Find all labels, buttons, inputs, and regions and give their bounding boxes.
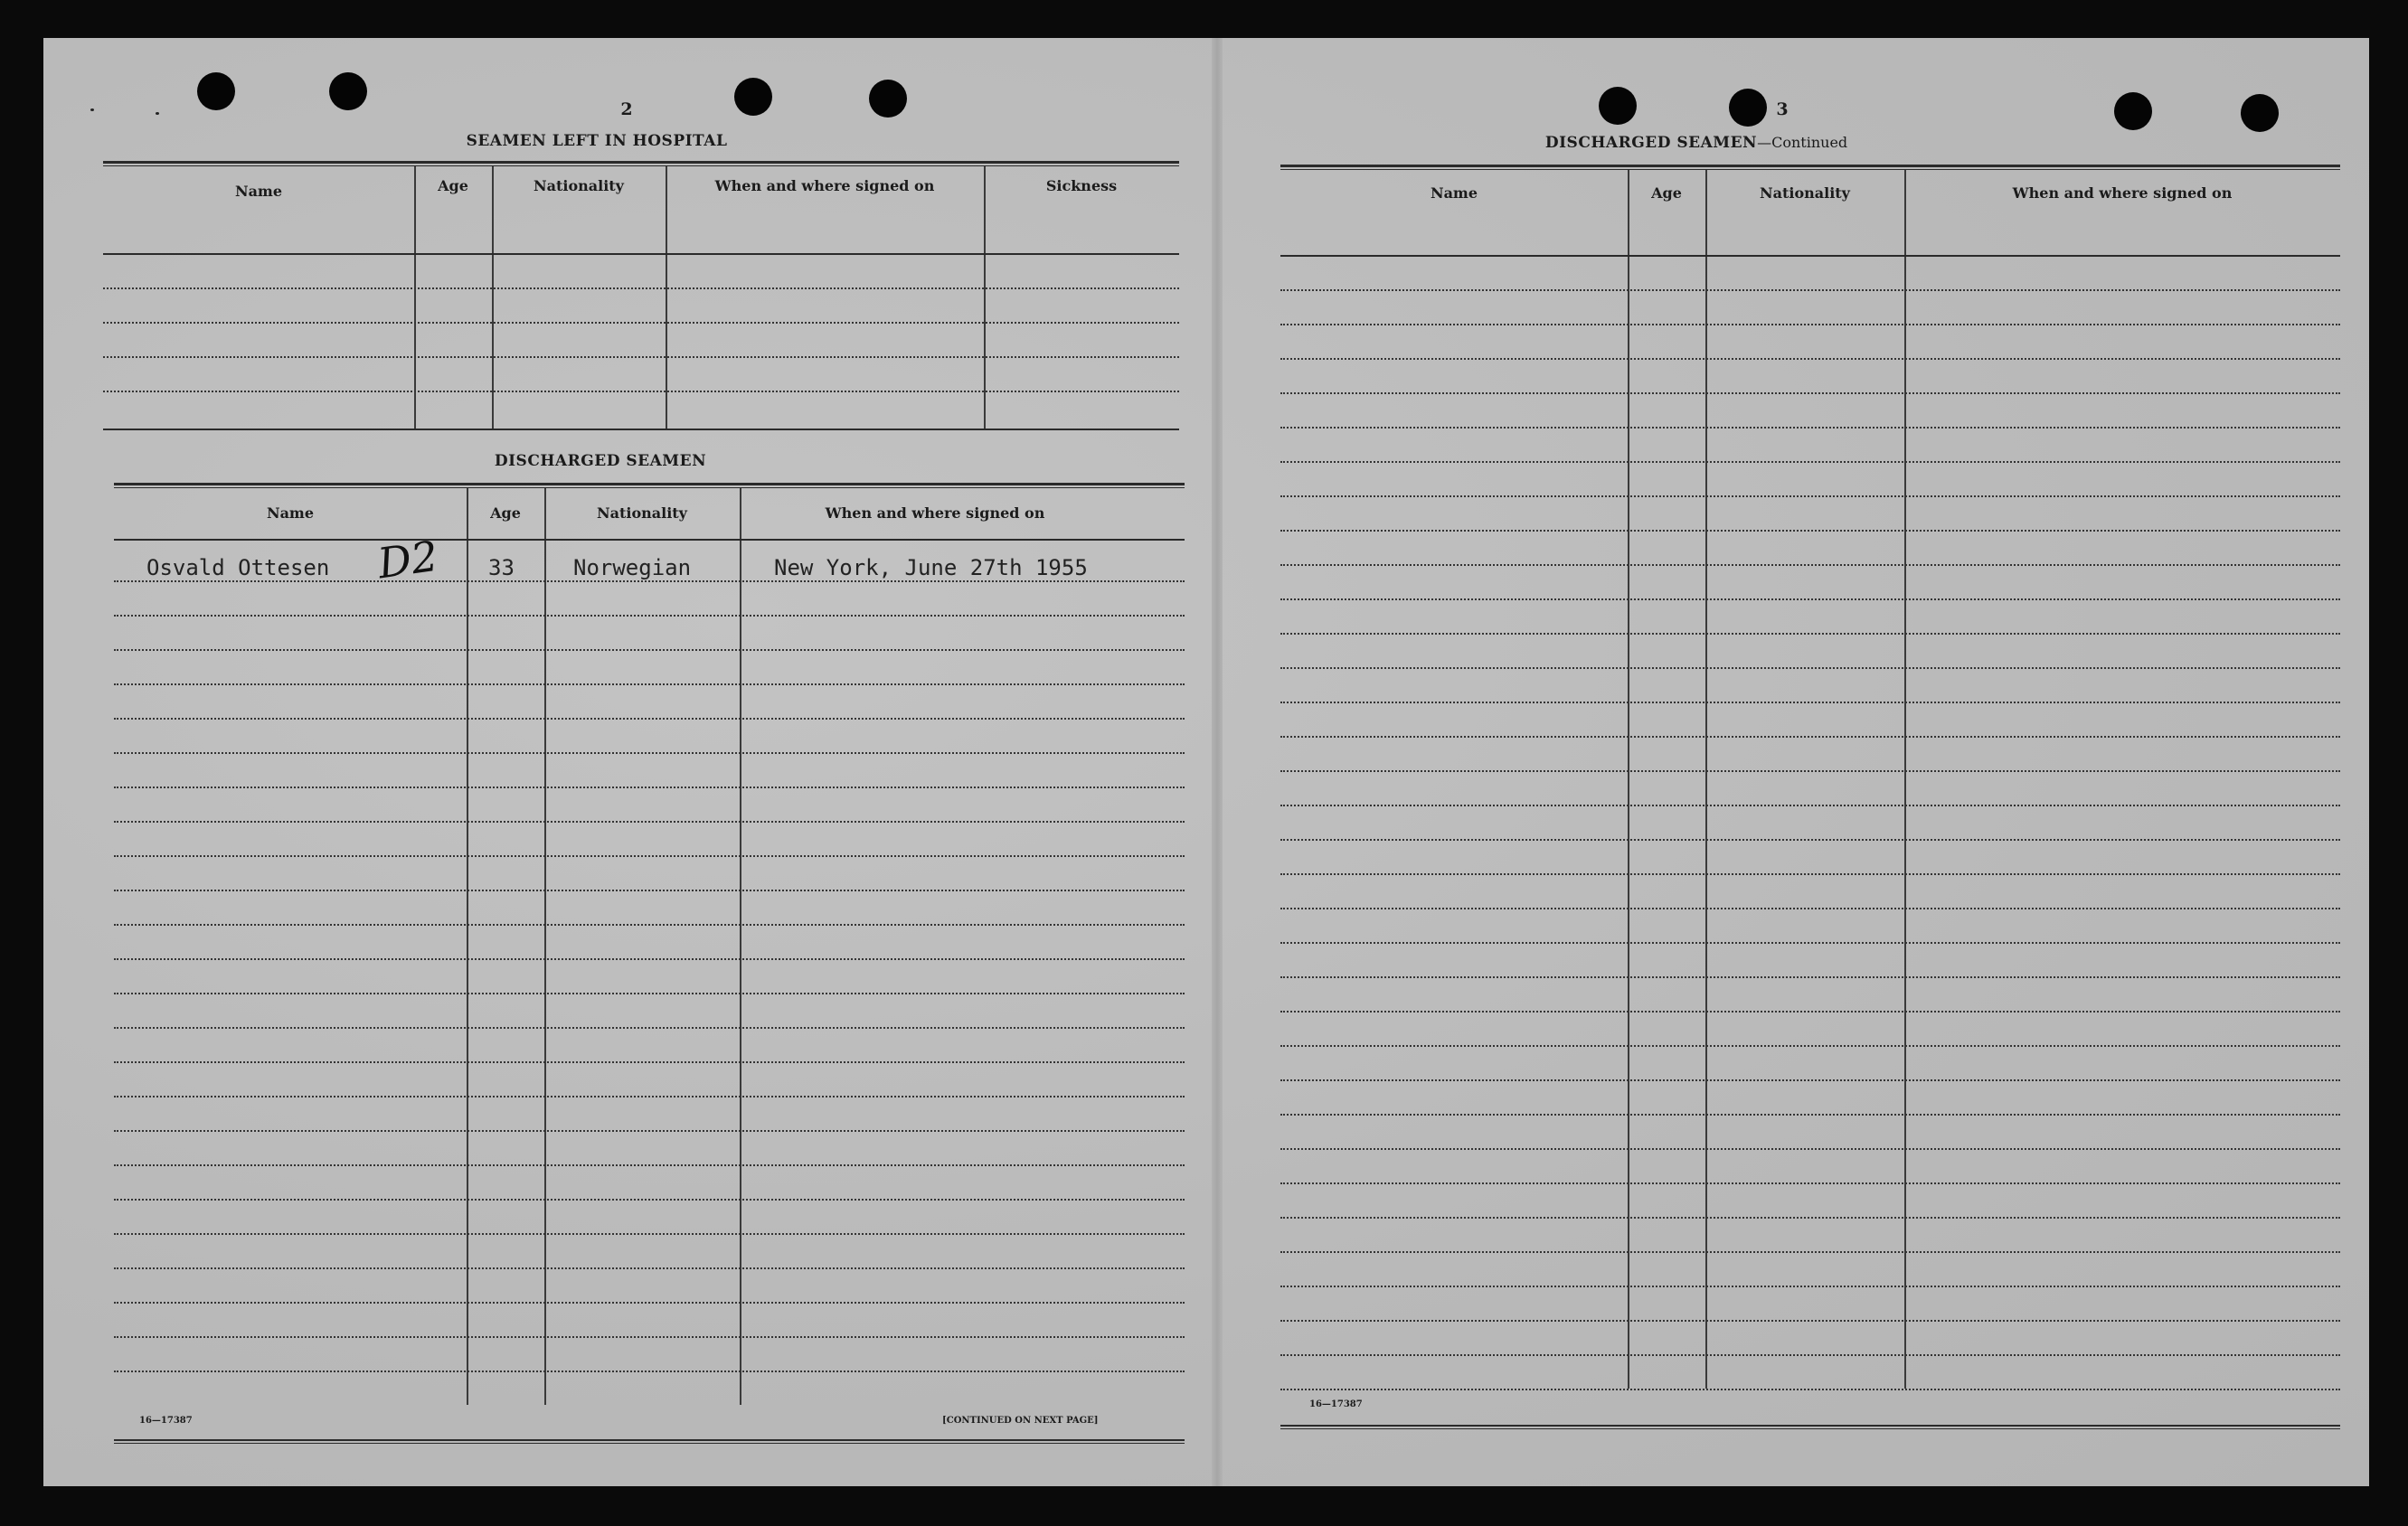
ruled-line — [1280, 976, 2340, 978]
continued-note: [CONTINUED ON NEXT PAGE] — [942, 1416, 1099, 1426]
discharged-continued-table — [1280, 165, 2340, 1430]
ruled-line — [114, 787, 1185, 788]
discharged-section-title: DISCHARGED SEAMEN — [494, 452, 707, 470]
header-bottom-rule — [114, 539, 1185, 541]
page-number-right: 3 — [1776, 99, 1789, 119]
ruled-line — [114, 718, 1185, 720]
punch-hole — [1599, 87, 1637, 125]
ruled-line — [114, 958, 1185, 960]
ruled-line — [1280, 770, 2340, 772]
ruled-line — [1280, 1251, 2340, 1253]
ruled-line — [114, 649, 1185, 651]
ruled-line — [1280, 530, 2340, 532]
ruled-line — [114, 580, 1185, 582]
ruled-line — [114, 855, 1185, 857]
column-divider — [1628, 170, 1629, 1389]
form-number-left: 16—17387 — [139, 1416, 193, 1426]
ruled-line — [1280, 1320, 2340, 1322]
punch-hole — [1729, 89, 1767, 127]
ruled-line — [114, 1267, 1185, 1269]
ruled-line — [114, 1061, 1185, 1063]
ruled-line — [1280, 358, 2340, 360]
punch-hole — [197, 72, 235, 110]
discharged-table — [114, 483, 1185, 1450]
ruled-line — [1280, 1011, 2340, 1013]
ruled-line — [114, 752, 1185, 754]
ruled-line — [1280, 805, 2340, 806]
ruled-line — [1280, 633, 2340, 635]
ruled-line — [1280, 1354, 2340, 1356]
ruled-line — [1280, 495, 2340, 497]
table-top-rule — [103, 161, 1179, 164]
ruled-line — [1280, 942, 2340, 944]
ruled-line — [1280, 1182, 2340, 1184]
column-divider — [666, 166, 667, 429]
column-header-signed-on: When and where signed on — [2012, 184, 2233, 202]
column-divider — [492, 166, 494, 429]
header-bottom-rule — [1280, 255, 2340, 257]
seaman-signed-on: New York, June 27th 1955 — [774, 555, 1088, 580]
column-header-signed-on: When and where signed on — [714, 177, 935, 194]
ruled-line — [114, 615, 1185, 617]
ruled-line — [1280, 324, 2340, 325]
column-header-nationality: Nationality — [597, 504, 687, 522]
ruled-line — [114, 1130, 1185, 1132]
ruled-line — [1280, 564, 2340, 566]
ruled-line — [1280, 1114, 2340, 1116]
ruled-line — [114, 1027, 1185, 1029]
ruled-line — [1280, 461, 2340, 463]
header-bottom-rule — [103, 253, 1179, 255]
ruled-line — [114, 1233, 1185, 1235]
punch-hole — [734, 78, 772, 116]
seaman-age: 33 — [488, 555, 515, 580]
ruled-line — [1280, 427, 2340, 429]
ruled-line — [114, 821, 1185, 823]
discharged-continued-title — [1497, 134, 1895, 152]
ruled-line — [114, 890, 1185, 891]
table-top-rule — [1280, 169, 2340, 170]
form-number-right: 16—17387 — [1309, 1399, 1363, 1409]
table-bottom-rule — [1280, 1428, 2340, 1429]
ruled-line — [114, 683, 1185, 685]
handwritten-annotation: D2 — [374, 531, 441, 589]
column-header-sickness: Sickness — [1045, 177, 1118, 194]
ruled-line — [1280, 1389, 2340, 1390]
punch-hole — [869, 80, 907, 118]
column-header-nationality: Nationality — [534, 177, 624, 194]
ruled-line — [1280, 1217, 2340, 1219]
ruled-line — [1280, 702, 2340, 703]
document-sheet — [43, 38, 2369, 1486]
ruled-line — [103, 287, 1179, 289]
ruled-line — [114, 1371, 1185, 1372]
table-bottom-rule — [114, 1439, 1185, 1441]
ruled-line — [114, 1302, 1185, 1304]
ruled-line — [1280, 598, 2340, 600]
table-bottom-rule — [103, 429, 1179, 430]
ruled-line — [114, 924, 1185, 926]
punch-hole — [2114, 92, 2152, 130]
column-divider — [984, 166, 986, 429]
column-header-name: Name — [234, 183, 283, 200]
ink-speck — [90, 108, 94, 111]
table-top-rule — [103, 165, 1179, 166]
column-header-nationality: Nationality — [1760, 184, 1850, 202]
title-main: DISCHARGED SEAMEN — [1544, 134, 1758, 152]
punch-hole — [2241, 94, 2279, 132]
ruled-line — [1280, 873, 2340, 875]
punch-hole — [329, 72, 367, 110]
ruled-line — [1280, 289, 2340, 291]
ruled-line — [1280, 1148, 2340, 1150]
column-header-age: Age — [1651, 184, 1682, 202]
ruled-line — [114, 1336, 1185, 1338]
ruled-line — [103, 391, 1179, 392]
ruled-line — [114, 993, 1185, 994]
table-top-rule — [1280, 165, 2340, 167]
column-header-age: Age — [438, 177, 468, 194]
table-top-rule — [114, 483, 1185, 485]
column-header-name: Name — [266, 504, 315, 522]
column-divider — [1705, 170, 1707, 1389]
column-header-name: Name — [1430, 184, 1478, 202]
title-suffix: —Continued — [1757, 134, 1848, 151]
table-top-rule — [114, 487, 1185, 488]
table-bottom-rule — [114, 1443, 1185, 1444]
ruled-line — [1280, 736, 2340, 738]
column-divider — [414, 166, 416, 429]
seaman-nationality: Norwegian — [573, 555, 692, 580]
ruled-line — [114, 1199, 1185, 1201]
column-divider — [1904, 170, 1906, 1389]
ink-speck — [156, 112, 159, 115]
ruled-line — [1280, 908, 2340, 909]
page-fold — [1212, 38, 1223, 1486]
column-header-signed-on: When and where signed on — [825, 504, 1045, 522]
hospital-section-title: SEAMEN LEFT IN HOSPITAL — [466, 132, 728, 150]
column-header-age: Age — [490, 504, 521, 522]
ruled-line — [1280, 839, 2340, 841]
seaman-name: Osvald Ottesen — [146, 555, 330, 580]
ruled-line — [1280, 392, 2340, 394]
table-bottom-rule — [1280, 1425, 2340, 1427]
page-number-left: 2 — [620, 99, 633, 119]
ruled-line — [1280, 1286, 2340, 1287]
ruled-line — [114, 1096, 1185, 1097]
ruled-line — [103, 322, 1179, 324]
ruled-line — [1280, 1079, 2340, 1081]
ruled-line — [103, 356, 1179, 358]
ruled-line — [1280, 667, 2340, 669]
ruled-line — [114, 1164, 1185, 1166]
ruled-line — [1280, 1045, 2340, 1047]
hospital-table — [103, 161, 1179, 468]
